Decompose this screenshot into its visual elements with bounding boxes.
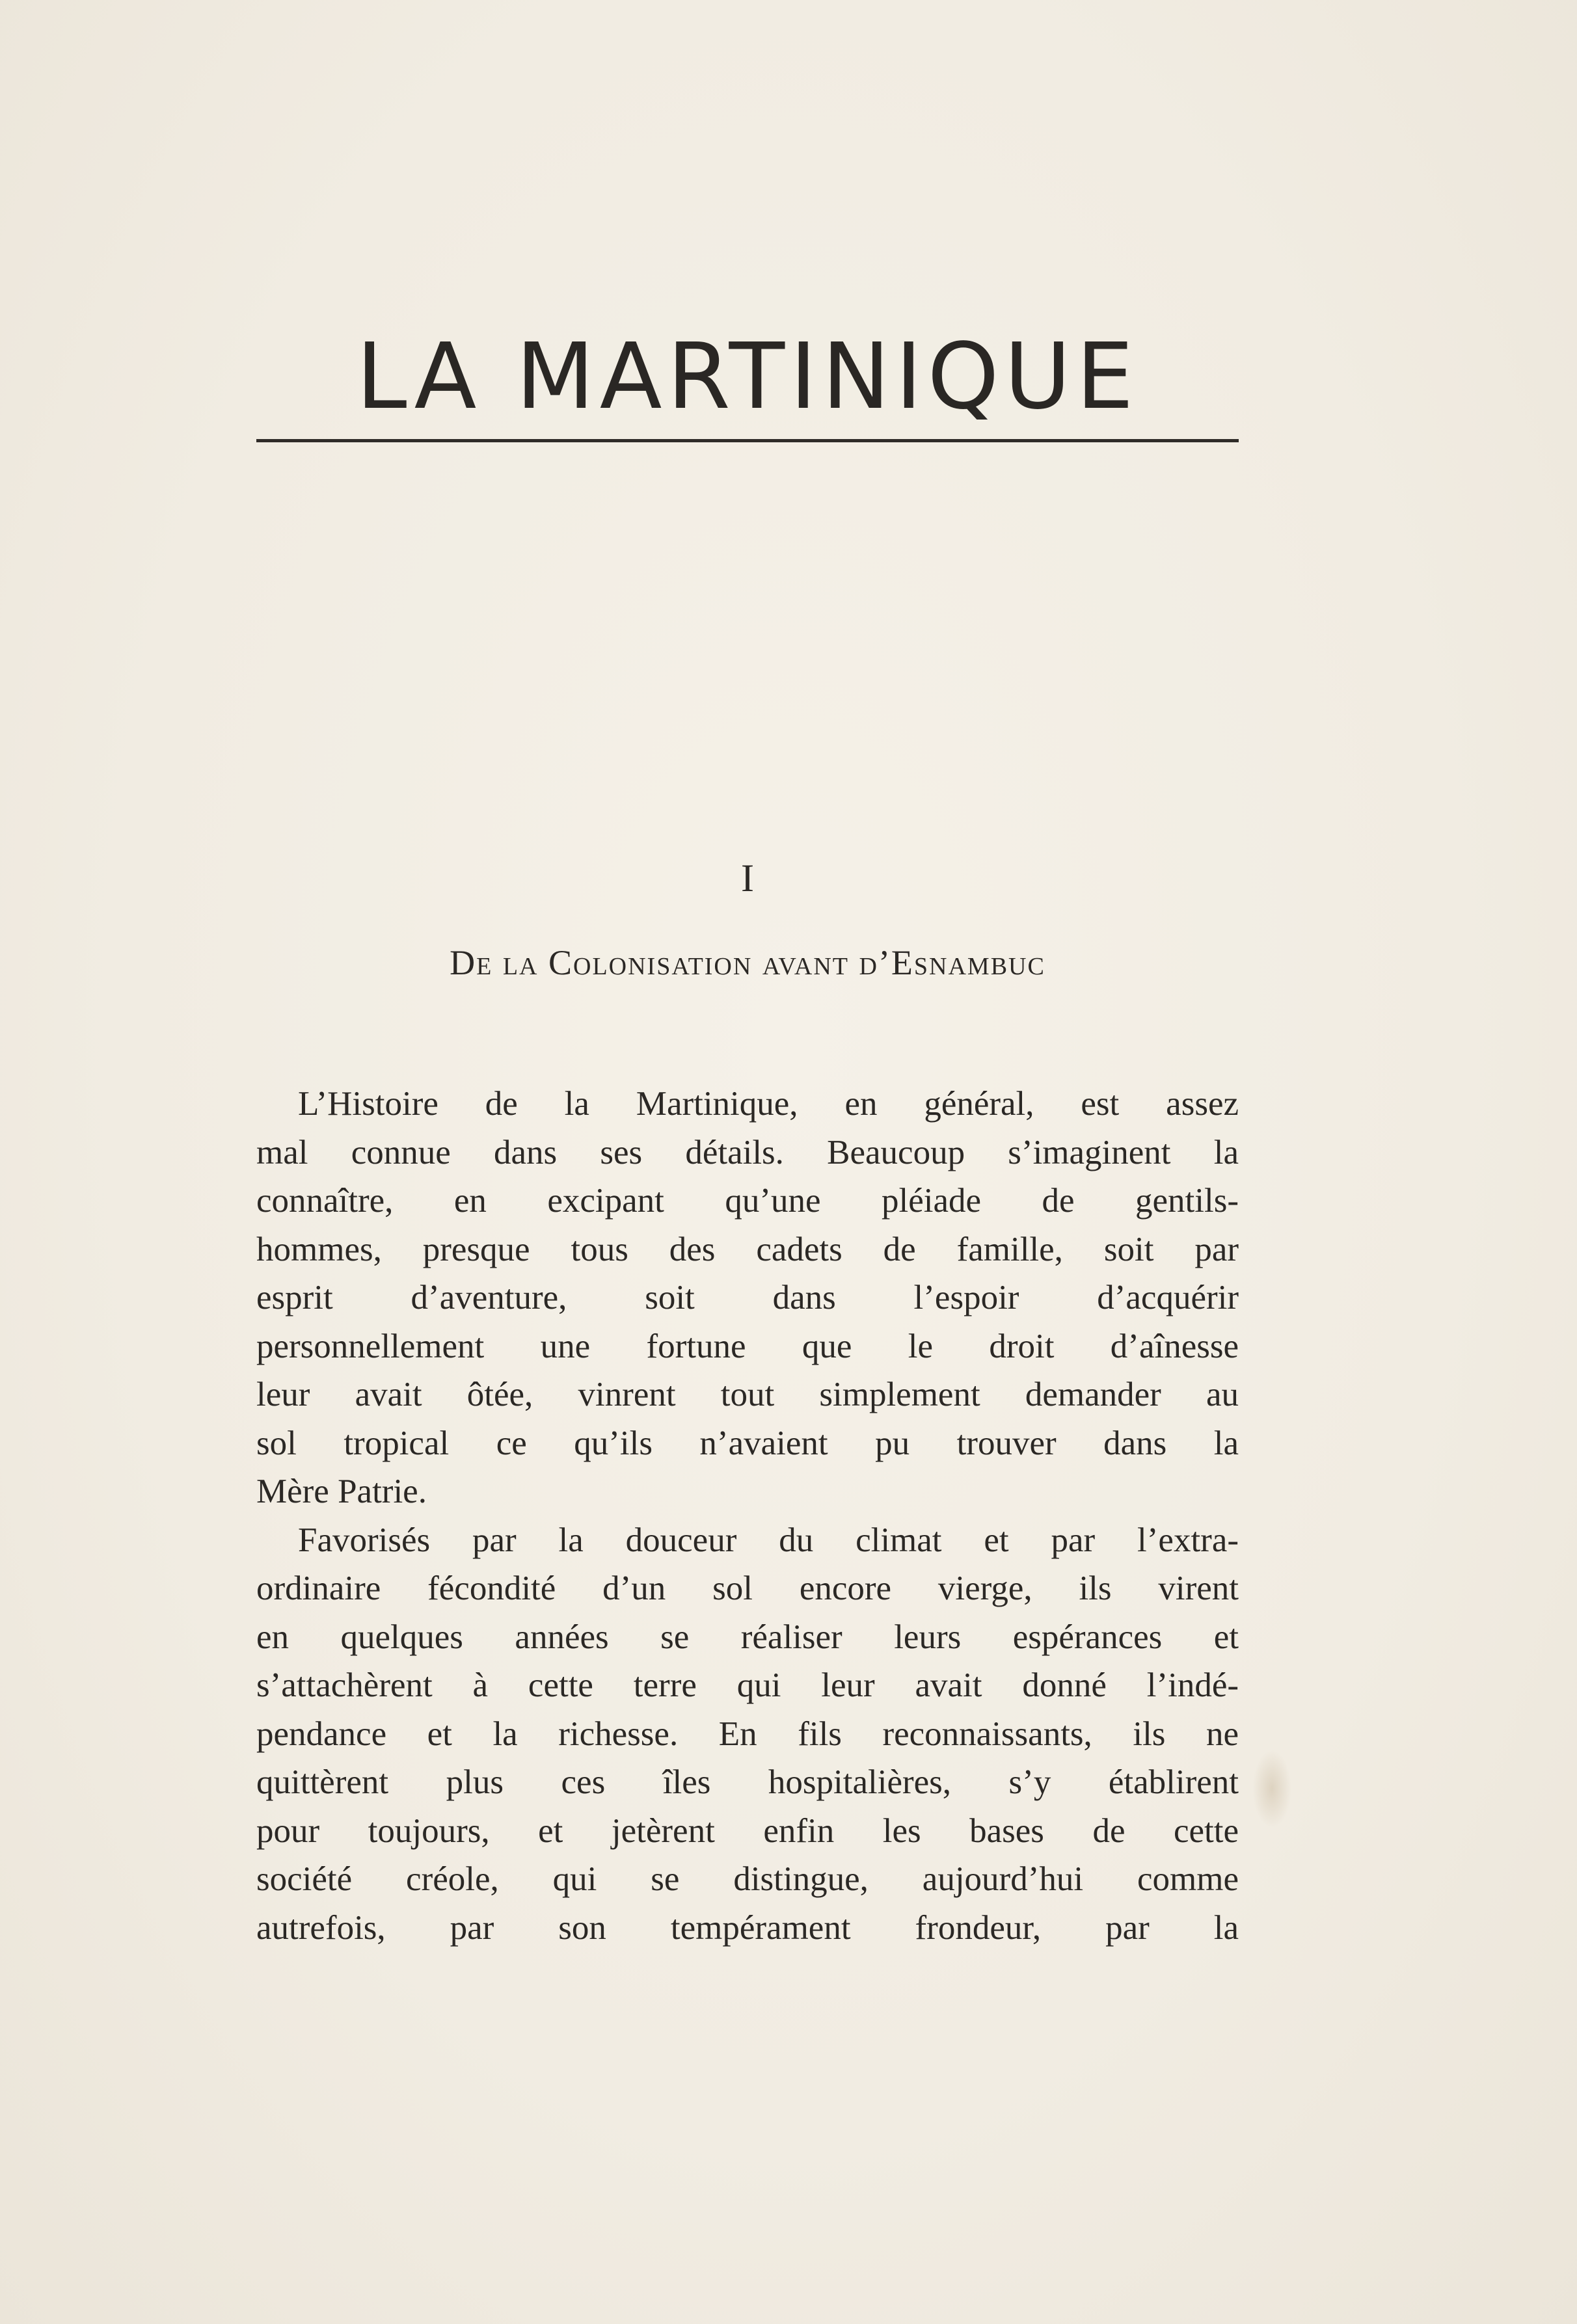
text-line: quittèrent plus ces îles hospitalières, s’y établirent (256, 1763, 1239, 1801)
text-line: sol tropical ce qu’ils n’avaient pu trouver dans la (256, 1424, 1239, 1462)
text-line: L’Histoire de la Martinique, en général, est assez (298, 1085, 1239, 1123)
chapter-number: I (741, 857, 754, 900)
text-line: mal connue dans ses détails. Beaucoup s’imaginent la (256, 1133, 1239, 1171)
text-line: ordinaire fécondité d’un sol encore vierge, ils virent (256, 1569, 1239, 1607)
title-rule (256, 439, 1239, 442)
text-line: pour toujours, et jetèrent enfin les bases de cette (256, 1811, 1239, 1850)
paragraph-1 (256, 1080, 1239, 1516)
text-line: en quelques années se réaliser leurs espérances et (256, 1618, 1239, 1656)
body-text (256, 1080, 1239, 1952)
text-line: leur avait ôtée, vinrent tout simplement demander au (256, 1376, 1239, 1413)
text-line: Mère Patrie. (256, 1473, 427, 1510)
text-line: esprit d’aventure, soit dans l’espoir d’acquérir (256, 1279, 1239, 1316)
page-title: LA MARTINIQUE (356, 324, 1139, 430)
text-line: hommes, presque tous des cadets de famille, soit par (256, 1230, 1239, 1268)
text-line: pendance et la richesse. En fils reconnaissants, ils ne (256, 1715, 1239, 1753)
text-line: connaître, en excipant qu’une pléiade de gentils- (256, 1182, 1239, 1220)
chapter-title: De la Colonisation avant d’Esnambuc (450, 943, 1045, 982)
text-line: s’attachèrent à cette terre qui leur avait donné l’indé- (256, 1666, 1239, 1704)
paragraph-2 (256, 1516, 1239, 1953)
text-line: personnellement une fortune que le droit d’aînesse (256, 1327, 1239, 1365)
text-line: société créole, qui se distingue, aujourd’hui comme (256, 1860, 1239, 1898)
text-line: autrefois, par son tempérament frondeur, par la (256, 1908, 1239, 1947)
text-line: Favorisés par la douceur du climat et par l’extra- (298, 1521, 1239, 1559)
paper-stain (1252, 1750, 1291, 1828)
